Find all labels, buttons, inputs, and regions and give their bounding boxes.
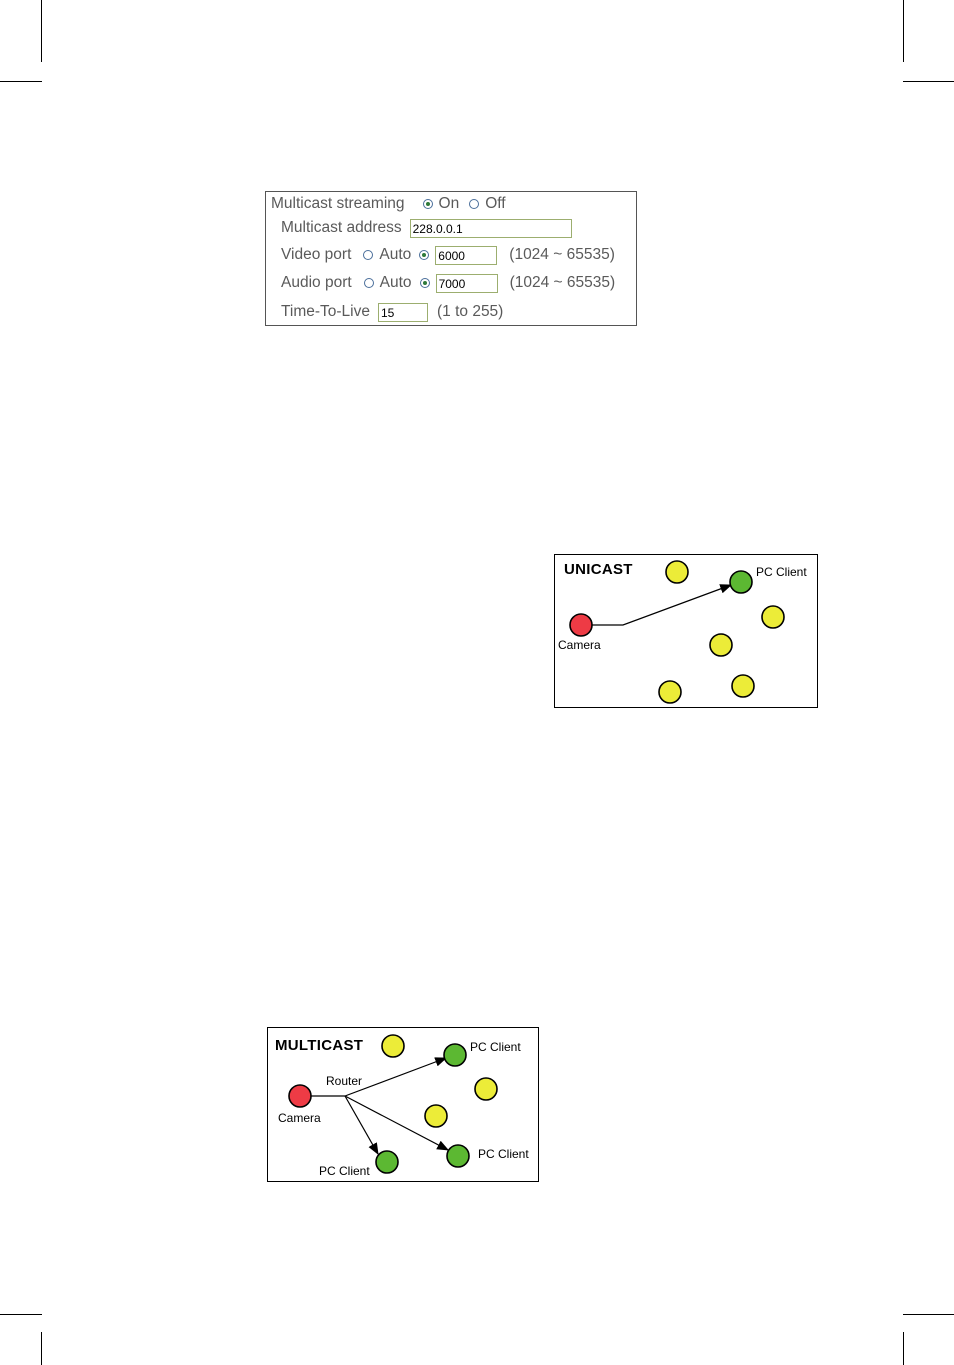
unicast-diagram xyxy=(554,554,818,708)
client-label: PC Client xyxy=(478,1147,529,1161)
streaming-on-label[interactable]: On xyxy=(438,195,460,212)
multicast-address-input[interactable]: 228.0.0.1 xyxy=(410,219,572,238)
camera-label: Camera xyxy=(558,638,601,652)
camera-node xyxy=(570,614,592,636)
client-label: PC Client xyxy=(756,565,807,579)
idle-node xyxy=(382,1035,404,1057)
idle-node xyxy=(475,1078,497,1100)
crop-mark xyxy=(41,1332,42,1365)
idle-node xyxy=(762,606,784,628)
client-node xyxy=(730,571,752,593)
multicast-diagram xyxy=(267,1027,539,1182)
crop-mark xyxy=(903,1332,904,1365)
crop-mark xyxy=(0,81,42,82)
address-row xyxy=(281,216,572,240)
camera-node xyxy=(289,1085,311,1107)
ttl-input[interactable]: 15 xyxy=(378,303,428,322)
audio-port-auto-label[interactable]: Auto xyxy=(379,274,412,291)
address-label: Multicast address xyxy=(281,219,402,236)
streaming-row xyxy=(271,192,506,216)
unicast-title: UNICAST xyxy=(564,561,633,578)
crop-mark xyxy=(41,0,42,62)
streaming-off-radio[interactable] xyxy=(469,199,479,209)
crop-mark xyxy=(903,0,904,62)
multicast-settings-panel xyxy=(265,191,637,326)
video-port-auto-label[interactable]: Auto xyxy=(379,246,412,263)
client-node xyxy=(447,1145,469,1167)
ttl-row xyxy=(281,300,503,324)
idle-node xyxy=(732,675,754,697)
ttl-label: Time-To-Live xyxy=(281,303,370,320)
idle-node xyxy=(710,634,732,656)
client-label: PC Client xyxy=(470,1040,521,1054)
video-port-auto-radio[interactable] xyxy=(363,250,373,260)
video-port-manual-radio[interactable] xyxy=(419,250,429,260)
crop-mark xyxy=(903,81,954,82)
audio-port-manual-radio[interactable] xyxy=(420,278,430,288)
client-node xyxy=(376,1151,398,1173)
video-port-range: (1024 ~ 65535) xyxy=(509,246,615,263)
idle-node xyxy=(666,561,688,583)
audio-port-input[interactable]: 7000 xyxy=(436,274,498,293)
multicast-title: MULTICAST xyxy=(275,1037,364,1054)
crop-mark xyxy=(0,1314,42,1315)
video-port-label: Video port xyxy=(281,246,352,263)
client-label: PC Client xyxy=(319,1164,370,1178)
streaming-off-label[interactable]: Off xyxy=(485,195,506,212)
idle-node xyxy=(659,681,681,703)
streaming-label: Multicast streaming xyxy=(271,195,405,212)
idle-node xyxy=(425,1105,447,1127)
audio-port-range: (1024 ~ 65535) xyxy=(509,274,616,291)
router-label: Router xyxy=(326,1074,363,1088)
unicast-link xyxy=(591,585,731,625)
ttl-range: (1 to 255) xyxy=(437,303,504,320)
audio-port-row xyxy=(281,271,615,295)
audio-port-label: Audio port xyxy=(281,274,352,291)
streaming-on-radio[interactable] xyxy=(423,199,433,209)
video-port-input[interactable]: 6000 xyxy=(435,246,497,265)
crop-mark xyxy=(903,1314,954,1315)
client-node xyxy=(444,1044,466,1066)
camera-label: Camera xyxy=(278,1111,321,1125)
video-port-row xyxy=(281,243,615,267)
audio-port-auto-radio[interactable] xyxy=(364,278,374,288)
